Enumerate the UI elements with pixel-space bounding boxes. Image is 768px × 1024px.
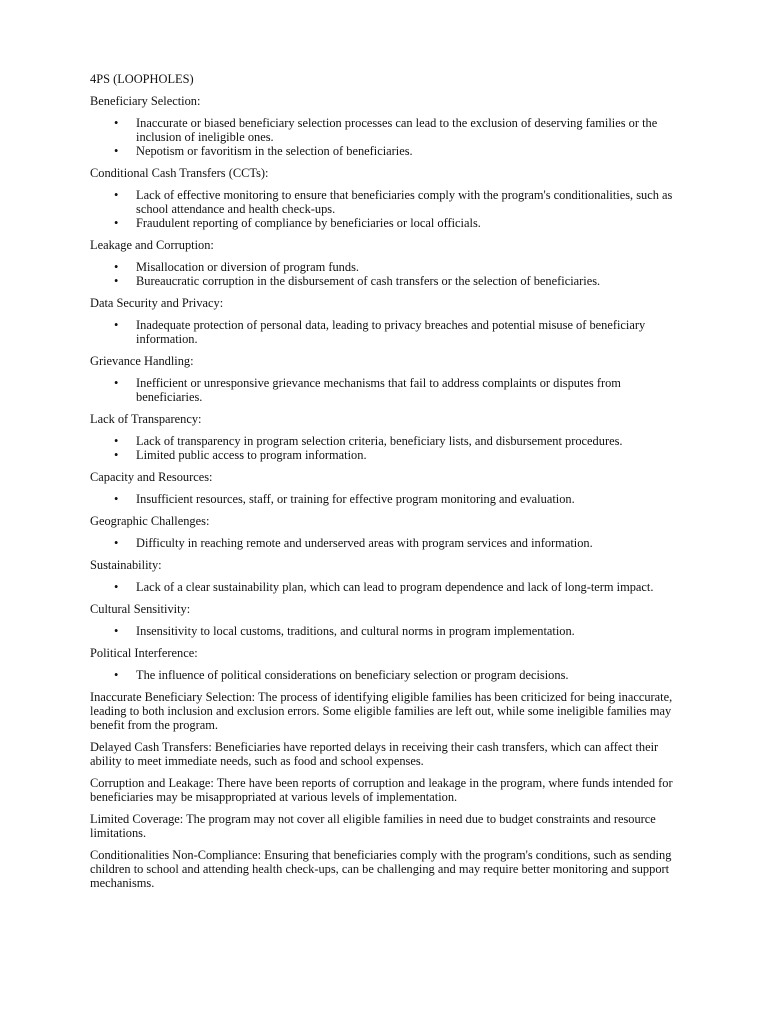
section-beneficiary-selection <box>90 94 680 158</box>
list-item <box>90 318 680 346</box>
list-item <box>90 536 680 550</box>
bullet-list <box>90 492 680 506</box>
list-item-text: Lack of a clear sustainability plan, which can lead to program dependence and lack of long-term impact. <box>136 580 654 594</box>
list-item-text: Inaccurate or biased beneficiary selection processes can lead to the exclusion of deserving families or the inclusion of ineligible ones. <box>136 116 658 144</box>
bullet-icon: • <box>114 260 119 274</box>
section-capacity-and-resources <box>90 470 680 506</box>
section-political-interference <box>90 646 680 682</box>
list-item-text: Insufficient resources, staff, or training for effective program monitoring and evaluation. <box>136 492 575 506</box>
paragraph-inaccurate-beneficiary-selection: Inaccurate Beneficiary Selection: The process of identifying eligible families has been criticized for being inaccurate, leading to both inclusion and exclusion errors. Some eligible families are left out, while some ineligible families may benefit from the program. <box>90 690 673 732</box>
list-item-text: Nepotism or favoritism in the selection of beneficiaries. <box>136 144 413 158</box>
bullet-icon: • <box>114 318 119 332</box>
section-cultural-sensitivity <box>90 602 680 638</box>
bullet-icon: • <box>114 274 119 288</box>
bullet-icon: • <box>114 492 119 506</box>
list-item-text: Lack of effective monitoring to ensure that beneficiaries comply with the program's conditionalities, such as school attendance and health check-ups. <box>136 188 673 216</box>
list-item-text: Misallocation or diversion of program funds. <box>136 260 359 274</box>
document-title: 4PS (LOOPHOLES) <box>90 72 194 86</box>
list-item <box>90 448 680 462</box>
list-item-text: Lack of transparency in program selection criteria, beneficiary lists, and disbursement procedures. <box>136 434 623 448</box>
paragraph-corruption-and-leakage: Corruption and Leakage: There have been reports of corruption and leakage in the program, where funds intended for beneficiaries may be misappropriated at various levels of implementation. <box>90 776 673 804</box>
bullet-list <box>90 376 680 404</box>
list-item-text: Difficulty in reaching remote and underserved areas with program services and information. <box>136 536 593 550</box>
bullet-icon: • <box>114 188 119 202</box>
paragraph-limited-coverage: Limited Coverage: The program may not cover all eligible families in need due to budget constraints and resource limitations. <box>90 812 656 840</box>
section-lack-of-transparency <box>90 412 680 462</box>
section-heading: Data Security and Privacy: <box>90 296 224 310</box>
bullet-list <box>90 668 680 682</box>
bullet-list <box>90 318 680 346</box>
list-item-text: Limited public access to program information. <box>136 448 367 462</box>
bullet-list <box>90 580 680 594</box>
list-item-text: Insensitivity to local customs, traditions, and cultural norms in program implementation. <box>136 624 575 638</box>
section-grievance-handling <box>90 354 680 404</box>
list-item-text: The influence of political considerations on beneficiary selection or program decisions. <box>136 668 569 682</box>
bullet-icon: • <box>114 668 119 682</box>
list-item <box>90 274 680 288</box>
paragraph-conditionalities-non-compliance: Conditionalities Non-Compliance: Ensuring that beneficiaries comply with the program's conditions, such as sending children to school and attending health check-ups, can be challenging and may require better monitoring and support mechanisms. <box>90 848 672 890</box>
list-item <box>90 376 680 404</box>
list-item-text: Fraudulent reporting of compliance by beneficiaries or local officials. <box>136 216 481 230</box>
list-item <box>90 116 680 144</box>
list-item <box>90 668 680 682</box>
section-heading: Political Interference: <box>90 646 198 660</box>
document-page <box>90 72 680 898</box>
bullet-icon: • <box>114 434 119 448</box>
section-heading: Sustainability: <box>90 558 162 572</box>
section-leakage-and-corruption <box>90 238 680 288</box>
bullet-icon: • <box>114 116 119 130</box>
section-geographic-challenges <box>90 514 680 550</box>
list-item <box>90 624 680 638</box>
list-item <box>90 492 680 506</box>
section-sustainability <box>90 558 680 594</box>
bullet-icon: • <box>114 144 119 158</box>
section-heading: Cultural Sensitivity: <box>90 602 191 616</box>
list-item-text: Bureaucratic corruption in the disbursement of cash transfers or the selection of beneficiaries. <box>136 274 601 288</box>
section-heading: Leakage and Corruption: <box>90 238 214 252</box>
section-heading: Conditional Cash Transfers (CCTs): <box>90 166 269 180</box>
list-item <box>90 580 680 594</box>
section-data-security-and-privacy <box>90 296 680 346</box>
bullet-list <box>90 116 680 158</box>
list-item-text: Inadequate protection of personal data, leading to privacy breaches and potential misuse of beneficiary information. <box>136 318 646 346</box>
paragraph-delayed-cash-transfers: Delayed Cash Transfers: Beneficiaries have reported delays in receiving their cash transfers, which can affect their ability to meet immediate needs, such as food and school expenses. <box>90 740 659 768</box>
bullet-list <box>90 624 680 638</box>
list-item <box>90 216 680 230</box>
bullet-icon: • <box>114 536 119 550</box>
bullet-list <box>90 536 680 550</box>
bullet-list <box>90 434 680 462</box>
bullet-icon: • <box>114 376 119 390</box>
list-item-text: Inefficient or unresponsive grievance mechanisms that fail to address complaints or disputes from beneficiaries. <box>136 376 621 404</box>
bullet-icon: • <box>114 624 119 638</box>
list-item <box>90 434 680 448</box>
bullet-list <box>90 260 680 288</box>
section-heading: Beneficiary Selection: <box>90 94 201 108</box>
list-item <box>90 144 680 158</box>
bullet-icon: • <box>114 216 119 230</box>
bullet-icon: • <box>114 580 119 594</box>
section-heading: Geographic Challenges: <box>90 514 210 528</box>
section-heading: Capacity and Resources: <box>90 470 213 484</box>
section-heading: Lack of Transparency: <box>90 412 202 426</box>
list-item <box>90 260 680 274</box>
section-conditional-cash-transfers <box>90 166 680 230</box>
list-item <box>90 188 680 216</box>
bullet-icon: • <box>114 448 119 462</box>
bullet-list <box>90 188 680 230</box>
section-heading: Grievance Handling: <box>90 354 194 368</box>
